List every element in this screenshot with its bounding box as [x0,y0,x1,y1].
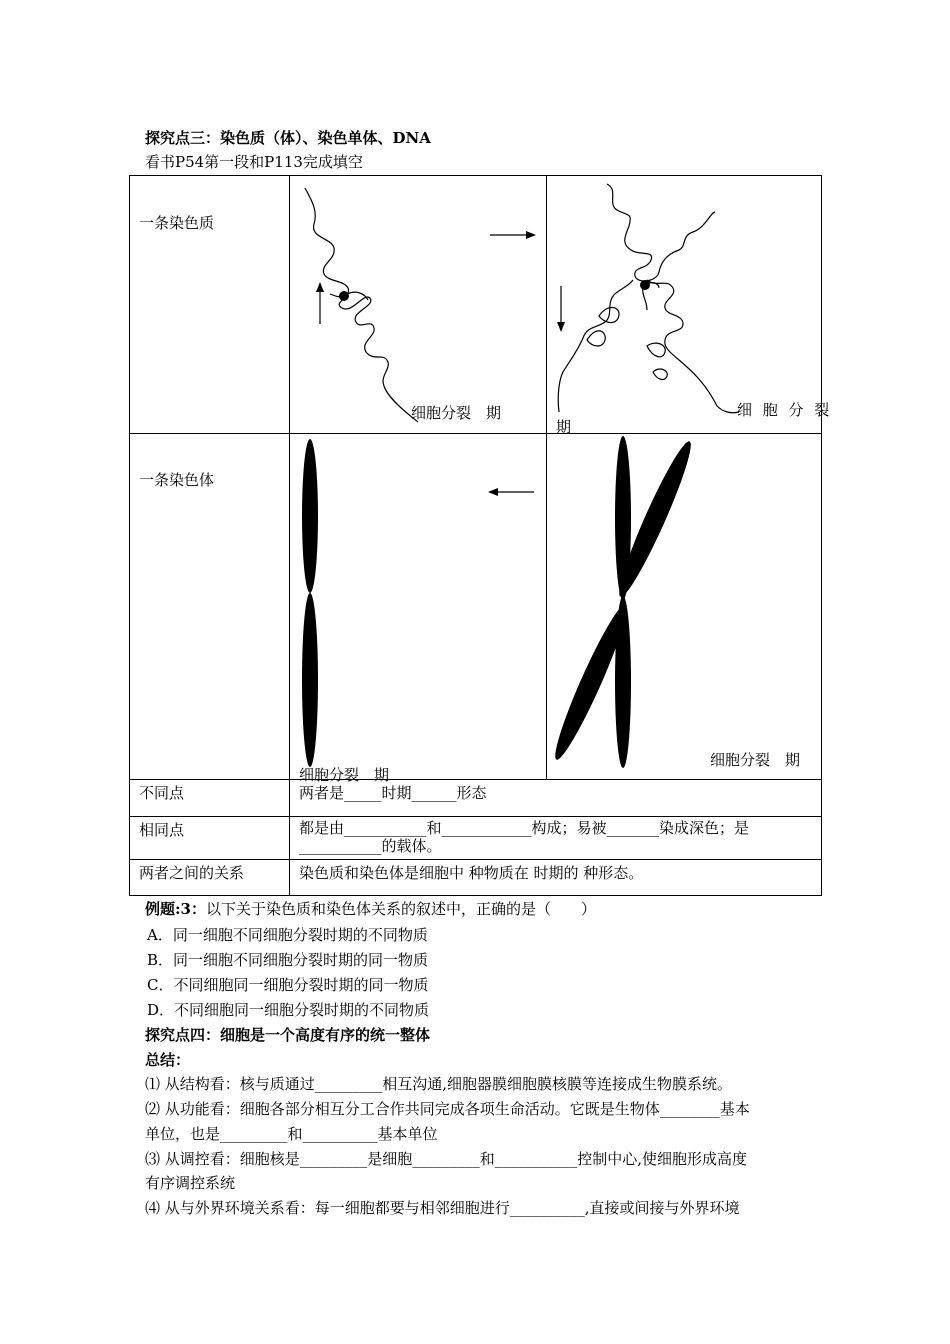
relation-text-cell [290,860,822,896]
chromatin-table [129,175,833,896]
section3-title: 探究点三：染色质（体）、染色单体、DNA [145,129,431,147]
same-text-cell [290,817,822,860]
row1-label: 一条染色质 [139,214,215,232]
summary-line-1: ⑴ 从结构看：核与质通过_________相互沟通,细胞器膜细胞膜核膜等连接成生物膜系统。 [145,1075,733,1093]
caption-metaphase: 细胞分裂 期 [710,751,801,769]
example-prefix: 例题:3： [145,900,206,918]
condensing-chromatin-drawing [547,176,822,434]
same-label-cell [130,817,290,860]
example-question [145,898,596,919]
caption-interphase: 细胞分裂 期 [411,404,502,422]
same-text: 都是由___________和____________构成；易被_______染成深色；是___________的载体。 [299,819,750,855]
option-c: C．不同细胞同一细胞分裂时期的同一物质 [147,976,429,994]
example-question-text: 以下关于染色质和染色体关系的叙述中，正确的是（ ） [205,900,596,918]
chromosome-drawing [290,434,547,780]
summary-line-6: ⑷ 从与外界环境关系看：每一细胞都要与相邻细胞进行__________,直接或间接与外界环境 [145,1199,740,1217]
caption-prophase: 细 胞 分 裂 [737,401,833,419]
option-d: D．不同细胞同一细胞分裂时期的不同物质 [147,1001,430,1019]
caption-telophase: 细胞分裂 期 [299,766,390,784]
chromosome-figure-cell [290,434,547,784]
summary-line-5: 有序调控系统 [145,1174,236,1192]
row1-label-cell [130,176,290,434]
chromatin-drawing [290,176,547,434]
relation-text: 染色质和染色体是细胞中 种物质在 时期的 种形态。 [299,864,644,882]
section4-title: 探究点四：细胞是一个高度有序的统一整体 [145,1026,431,1044]
metaphase-chromosome-drawing [547,434,822,780]
summary-label: 总结： [145,1051,191,1069]
diff-text: 两者是_____时期______形态 [299,784,487,802]
relation-label-cell [130,860,290,896]
condensing-figure-cell [547,176,833,436]
chromatin-figure-cell [290,176,547,434]
diff-text-cell [290,780,822,817]
same-label: 相同点 [139,821,185,839]
diff-label-cell [130,780,290,817]
option-b: B．同一细胞不同细胞分裂时期的同一物质 [147,951,429,969]
metaphase-figure-cell [547,434,822,780]
caption-prophase-suffix: 期 [556,418,572,436]
summary-line-3: 单位，也是_________和__________基本单位 [145,1125,438,1143]
summary-line-4: ⑶ 从调控看：细胞核是_________是细胞_________和___________控制中心,使细胞形成高度 [145,1150,748,1168]
diff-label: 不同点 [139,784,185,802]
summary-line-2: ⑵ 从功能看：细胞各部分相互分工合作共同完成各项生命活动。它既是生物体________基本 [145,1100,750,1118]
row2-label-cell [130,434,290,780]
row2-label: 一条染色体 [139,471,215,489]
relation-label: 两者之间的关系 [139,864,245,882]
option-a: A．同一细胞不同细胞分裂时期的不同物质 [147,926,428,944]
section3-instruction: 看书P54第一段和P113完成填空 [145,153,363,171]
